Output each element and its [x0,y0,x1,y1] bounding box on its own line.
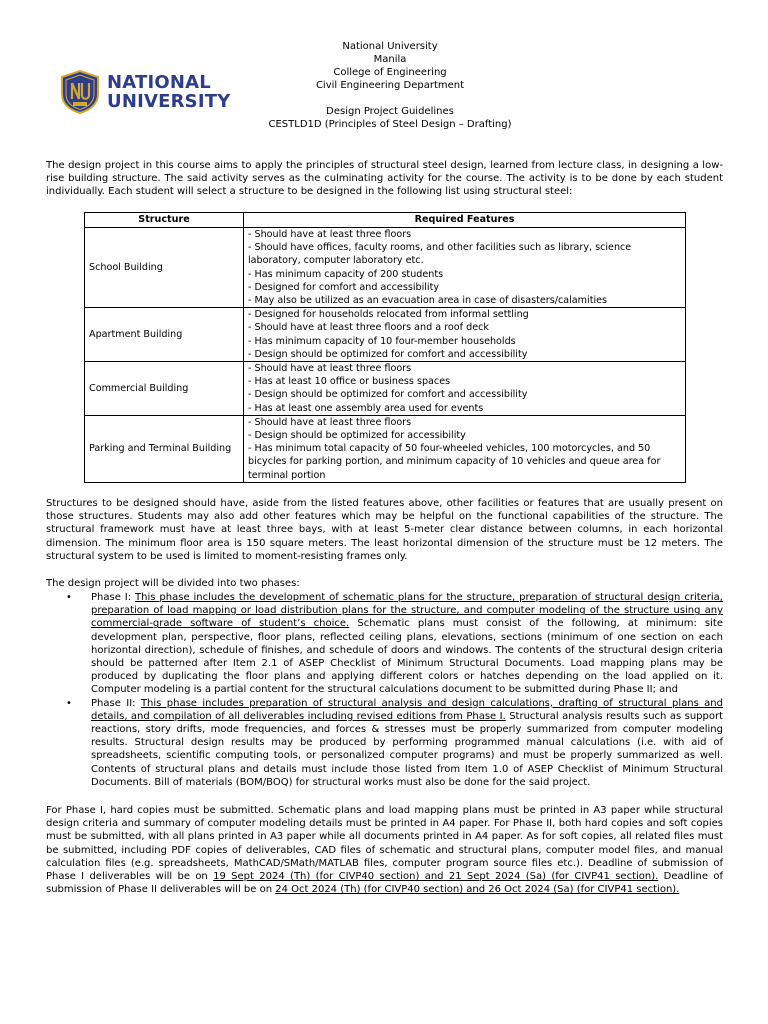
list-item [46,591,723,697]
bullet-icon: • [66,697,72,709]
logo-line2: UNIVERSITY [107,91,231,112]
feature-item: - Has minimum capacity of 200 students [248,268,444,280]
document-title: Design Project Guidelines [326,106,454,117]
phase-details: Schematic plans must consist of the following, at minimum: site development plan, perspective, floor plans, reflected ceiling plans, elevations, sections (minimum of one section on each horizontal direction), schedule of finishes, and schedule of doors and windows. The contents of the structural design criteria should be patterned after Item 2.1 of ASEP Checklist of Minimum Structural Documents. Load mapping plans may be produced by duplicating the floor plans and applying different colors or hatches depending on the load applied on it. Computer modeling is a partial content for the structural calculations document to be submitted during Phase II; and [91,618,723,696]
feature-item: - Should have at least three floors and a roof deck [248,322,489,334]
feature-item: - Has at least 10 office or business spaces [248,376,451,388]
table-header-row [85,213,686,228]
feature-item: - Has at least one assembly area used for events [248,402,484,414]
structure-cell: Apartment Building [85,308,244,362]
header-line: Civil Engineering Department [315,80,465,91]
list-item [46,697,723,789]
features-cell [244,415,686,482]
feature-item: - Design should be optimized for comfort and accessibility [248,389,528,401]
submission-text: Deadline of submission of Phase II deliverables will be on [46,871,723,896]
table-row [85,415,686,482]
table-row [85,308,686,362]
structure-cell: Commercial Building [85,362,244,416]
feature-item: - Design should be optimized for accessibility [248,430,466,442]
header-line: National University [342,41,438,52]
logo-wordmark [107,73,230,111]
header-line: College of Engineering [333,67,447,78]
structure-cell: Parking and Terminal Building [85,415,244,482]
features-cell [244,228,686,308]
phase-label: Phase II: [91,697,141,709]
phase-description [91,697,723,789]
feature-item: - Designed for comfort and accessibility [248,281,440,293]
feature-item: - May also be utilized as an evacuation area in case of disasters/calamities [248,295,608,307]
features-cell [244,308,686,362]
structure-requirements-paragraph: Structures to be designed should have, aside from the listed features above, other facilities or features that are usually present on those structures. Students may also add other features which may be helpful on the functional capabilities of the structure. The structural framework must have at least three bays, with at least 5-meter clear distance between columns, in each horizontal dimension. The minimum floor area is 150 square meters. The least horizontal dimension of the structure must be 12 meters. The structural system to be used is limited to moment-resisting frames only. [46,498,723,562]
table-row [85,228,686,308]
feature-item: - Design should be optimized for comfort and accessibility [248,348,528,360]
column-header: Required Features [244,213,686,228]
phase-details: Structural analysis results such as support reactions, story drifts, mode frequencies, and forces & stresses must be properly summarized from computer modeling results. Structural design results may be produced by performing programmed manual calculations (i.e. with aid of spreadsheets, scientific computing tools, or personalized computer programs) and must be properly summarized as well. Contents of structural plans and details must include those listed from Item 1.0 of ASEP Checklist of Minimum Structural Documents. Bill of materials (BOM/BOQ) for structural works must also be done for the said project. [91,710,724,788]
header-line: Manila [373,54,407,65]
column-header: Structure [85,213,244,228]
structure-cell: School Building [85,228,244,308]
phase1-deadline: 19 Sept 2024 (Th) (for CIVP40 section) and 21 Sept 2024 (Sa) (for CIVP41 section). [213,871,659,883]
table-row [85,362,686,416]
phases-intro: The design project will be divided into two phases: [46,578,300,589]
university-seal-icon [60,70,100,114]
submission-text: For Phase I, hard copies must be submitted. Schematic plans and load mapping plans must be printed in A3 paper while structural design criteria and summary of computer modeling details must be printed in A4 paper. For Phase II, both hard copies and soft copies must be submitted, with all plans printed in A3 paper while all documents printed in A4 paper. As for soft copies, all related files must be submitted, including PDF copies of deliverables, CAD files of schematic and structural plans, computer model files, and manual calculation files (e.g. spreadsheets, MathCAD/SMath/MATLAB files, computer program source files etc.). Deadline of submission of Phase I deliverables will be on [46,805,723,883]
phase-description [91,591,723,697]
feature-item: - Should have at least three floors [248,363,412,375]
features-cell [244,362,686,416]
university-logo [60,70,230,114]
course-title: CESTLD1D (Principles of Steel Design – Drafting) [268,119,512,130]
feature-item: - Has minimum total capacity of 50 four-wheeled vehicles, 100 motorcycles, and 50 bicycles for parking portion, and minimum capacity of 10 vehicles and queue area for terminal portion [248,443,661,481]
bullet-icon: • [66,592,72,603]
phase-summary: This phase includes preparation of structural analysis and design calculations, drafting of structural plans and details, and compilation of all deliverables including revised editions from Phase I. [91,697,723,722]
phase-summary: This phase includes the development of schematic plans for the structure, preparation of structural design criteria, preparation of load mapping or load distribution plans for the structure, and computer modeling of the structure using any commercial-grade software of student’s choice. [91,592,723,630]
feature-item: - Has minimum capacity of 10 four-member households [248,335,516,347]
phase-label: Phase I: [91,592,136,603]
feature-item: - Should have at least three floors [248,229,412,240]
feature-item: - Should have offices, faculty rooms, and other facilities such as library, science laboratory, computer laboratory etc. [248,242,632,267]
logo-line1: NATIONAL [107,72,211,93]
structures-table [84,212,686,483]
intro-paragraph: The design project in this course aims to apply the principles of structural steel design, learned from lecture class, in designing a low-rise building structure. The said activity serves as the culminating activity for the course. The activity is to be done by each student individually. Each student will select a structure to be designed in the following list using structural steel: [46,160,723,198]
document-header [230,40,550,131]
submission-paragraph [46,804,723,896]
feature-item: - Designed for households relocated from informal settling [248,309,529,321]
phase2-deadline: 24 Oct 2024 (Th) (for CIVP40 section) and 26 Oct 2024 (Sa) (for CIVP41 section). [275,884,680,896]
phases-list [46,591,723,789]
feature-item: - Should have at least three floors [248,416,412,428]
